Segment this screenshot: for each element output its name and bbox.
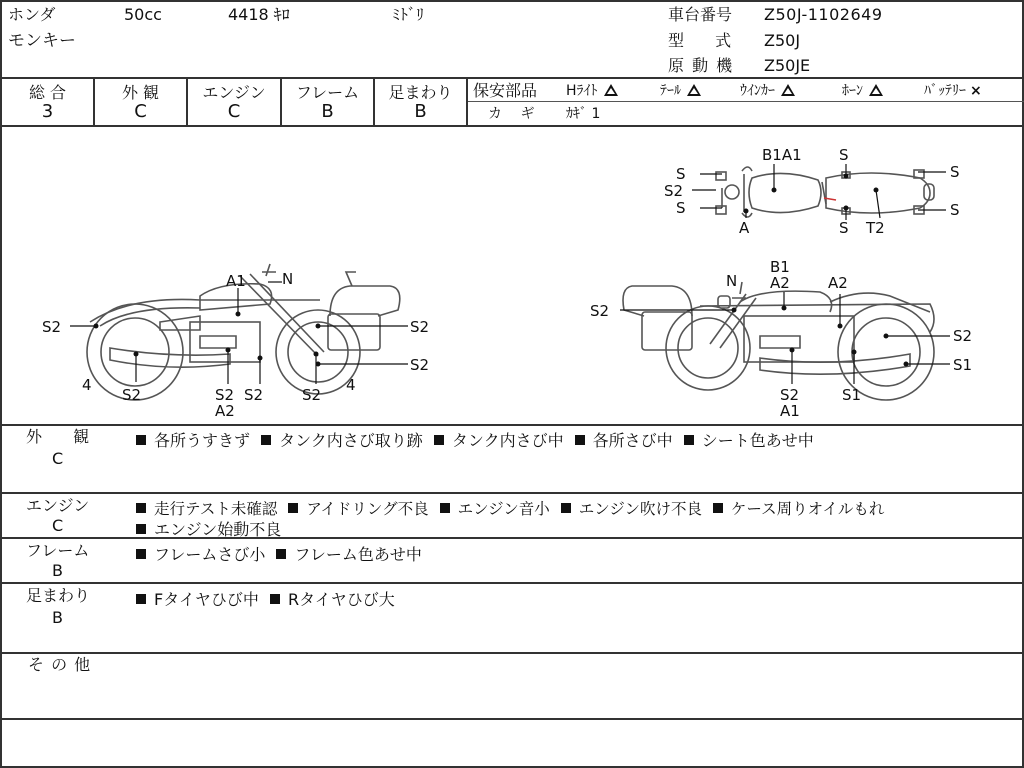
condition-item: エンジン吹け不良 [578,500,702,518]
divider [468,101,1024,102]
condition-item: ケース周りオイルもれ [730,500,885,518]
annotation-label: A1 [226,272,246,290]
bullet-icon [136,549,146,559]
condition-grade-suspension: B [52,608,63,627]
condition-grade-engine: C [52,516,64,535]
grade-value-engine: C [227,101,241,122]
annotation-label: N [282,270,294,288]
annotation-label: 4 [346,376,356,394]
bullet-icon [270,594,280,604]
annotation-label: S [676,165,686,183]
divider [0,424,1024,426]
grade-value-overall: 3 [41,101,54,122]
annotation-label: S2 [410,318,430,336]
divider [0,652,1024,654]
triangle-mark-icon [869,84,883,96]
condition-label-suspension: 足まわり [26,586,91,605]
safety-item-label: ﾎｰﾝ [842,83,863,99]
annotation-label: S2 [215,386,235,404]
divider [0,77,1024,79]
annotation-label: S1 [953,356,973,374]
grade-value-exterior: C [134,101,147,122]
divider [466,77,468,125]
safety-label: 保安部品 [473,81,538,100]
condition-items-exterior [130,428,814,451]
bullet-icon [434,435,444,445]
condition-label-engine: エンジン [26,496,90,515]
annotation-label: A2 [770,274,790,292]
condition-items-engine-2 [130,517,281,540]
safety-headlight [566,82,618,100]
condition-item: 各所うすきず [154,431,251,450]
condition-item: Rタイヤひび大 [287,590,395,609]
safety-item-label: ﾃｰﾙ [660,83,681,99]
condition-item: タンク内さび取り跡 [279,431,423,450]
annotation-label: T2 [866,219,885,237]
annotation-label: S [950,201,960,219]
safety-winker [740,82,795,100]
safety-item-label: ｳｲﾝｶｰ [740,83,775,99]
annotation-label: S1 [842,386,862,404]
triangle-mark-icon [687,84,701,96]
bullet-icon [713,503,723,513]
triangle-mark-icon [604,84,618,96]
condition-items-engine [130,497,884,519]
annotation-label: S2 [410,356,430,374]
condition-item: 各所さび中 [592,431,673,450]
annotation-label: A2 [215,402,235,420]
safety-tail [660,82,701,100]
bullet-icon [440,503,450,513]
bullet-icon [136,503,146,513]
engine-label: 原 動 機 [668,56,733,75]
grade-label-engine: エンジン [202,83,266,102]
annotation-label: S2 [42,318,62,336]
damage-diagram [0,126,1024,424]
model-name: モンキー [8,31,76,51]
grade-label-frame: フレーム [295,83,360,102]
grade-label-suspension: 足まわり [388,83,453,102]
bullet-icon [575,435,585,445]
annotation-label: A [739,219,750,237]
annotation-label: B1A1 [762,146,802,164]
bike-right-view [623,282,934,400]
condition-label-frame: フレーム [26,541,90,560]
annotation-label: A2 [828,274,848,292]
safety-battery [924,82,982,100]
frame-no: Z50J-1102649 [764,5,883,24]
condition-item: タンク内さび中 [451,431,564,450]
annotation-label: S2 [590,302,610,320]
safety-horn [842,82,883,100]
grade-label-exterior: 外 観 [121,83,160,102]
annotation-leaders [70,164,950,384]
condition-item: 走行テスト未確認 [154,500,278,518]
bullet-icon [136,594,146,604]
annotation-label: A1 [780,402,800,420]
bullet-icon [276,549,286,559]
cross-mark: × [970,83,982,99]
annotation-label: S2 [664,182,684,200]
annotation-label: S [950,163,960,181]
bullet-icon [561,503,571,513]
grade-value-suspension: B [414,101,427,122]
grade-value-frame: B [321,101,334,122]
condition-item: エンジン始動不良 [154,520,282,539]
annotation-label: B1 [770,258,790,276]
key-value: ｶｷﾞ 1 [566,106,601,122]
annotation-label: S2 [244,386,264,404]
condition-items-frame [130,542,422,565]
displacement: 50cc [124,5,162,24]
annotation-label: S [839,219,849,237]
key-label: カ ギ [488,106,535,122]
condition-item: フレーム色あせ中 [294,545,422,564]
type: Z50J [764,31,801,50]
safety-item-label: Hﾗｲﾄ [566,83,598,99]
maker: ホンダ [8,5,56,24]
frame-no-label: 車台番号 [668,5,733,24]
condition-items-suspension [130,587,395,610]
condition-item: フレームさび小 [154,545,266,564]
grade-label-overall: 総 合 [28,83,67,102]
annotation-label: S2 [953,327,973,345]
annotation-label: S2 [122,386,142,404]
bullet-icon [136,435,146,445]
triangle-mark-icon [781,84,795,96]
bullet-icon [288,503,298,513]
divider [0,582,1024,584]
bullet-icon [136,524,146,534]
condition-label-exterior: 外 観 [26,427,90,446]
bullet-icon [261,435,271,445]
divider [0,492,1024,494]
annotation-label: S [676,199,686,217]
condition-item: Fタイヤひび中 [154,590,259,609]
annotation-label: S2 [302,386,322,404]
condition-grade-frame: B [52,561,63,580]
safety-item-label: ﾊﾞｯﾃﾘｰ [924,83,966,99]
annotation-labels [42,146,972,420]
bike-top-view [716,167,934,217]
condition-grade-exterior: C [52,449,64,468]
divider [0,718,1024,720]
color: ﾐﾄﾞﾘ [392,5,425,24]
annotation-label: 4 [82,376,92,394]
engine: Z50JE [764,56,811,75]
annotation-label: N [726,272,738,290]
type-label: 型 式 [668,31,732,50]
bullet-icon [684,435,694,445]
annotation-label: S [839,146,849,164]
condition-item: アイドリング不良 [306,500,429,518]
mileage: 4418 ｷﾛ [228,5,290,24]
condition-label-other: そ の 他 [28,655,91,674]
condition-item: シート色あせ中 [701,431,814,450]
annotation-label: S2 [780,386,800,404]
condition-item: エンジン音小 [457,500,550,518]
